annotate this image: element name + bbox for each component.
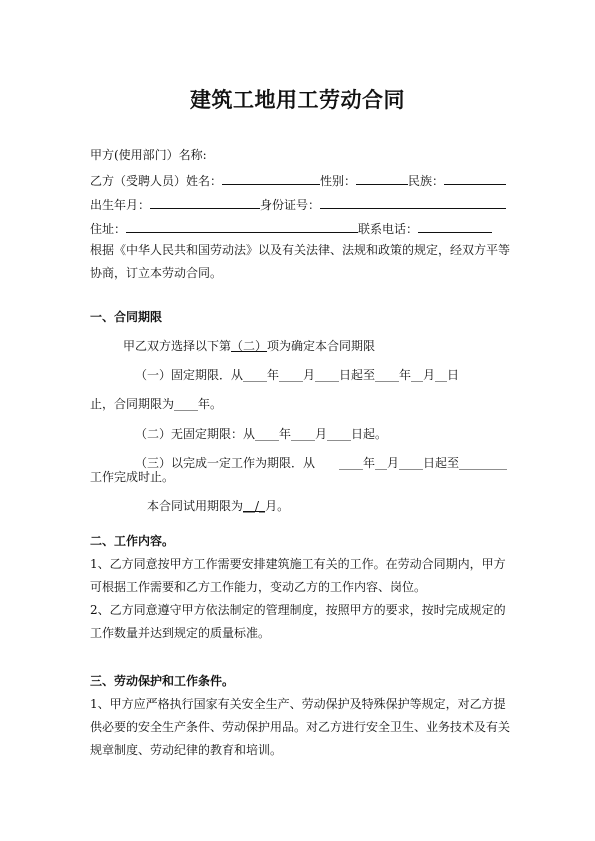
gender-blank [356, 172, 408, 185]
section3-heading: 三、劳动保护和工作条件。 [90, 674, 235, 688]
party-b-name-label: 乙方（受聘人员）姓名： [90, 174, 223, 188]
birth-id-line [90, 196, 506, 212]
section2-line-4: 工作数量并达到规定的质量标准。 [90, 626, 271, 640]
party-a-line: 甲方(使用部门）名称: [90, 148, 207, 162]
phone-blank [418, 220, 492, 233]
term-choice-line [123, 339, 539, 353]
section2-line-3: 2、乙方同意遵守甲方依法制定的管理制度，按照甲方的要求，按时完成规定的 [90, 603, 506, 617]
address-label: 住址： [90, 222, 127, 236]
term-choice-value: （二） [231, 339, 268, 353]
section2-line-1: 1、乙方同意按甲方工作需要安排建筑施工有关的工作。在劳动合同期内，甲方 [90, 557, 506, 571]
fixed-term-line-2: 止，合同期限为____年。 [90, 397, 223, 411]
section3-line-2: 供必要的安全生产条件、劳动保护用品。对乙方进行安全卫生、业务技术及有关 [90, 720, 511, 734]
unfixed-term-line: （二）无固定期限：从____年____月____日起。 [135, 427, 388, 441]
address-phone-line [90, 220, 506, 236]
term-choice-pre: 甲乙双方选择以下第 [123, 339, 232, 353]
ethnicity-blank [444, 172, 506, 185]
section3-line-3: 规章制度、劳动纪律的教育和培训。 [90, 743, 283, 757]
section2-line-2: 可根据工作需要和乙方工作能力，变动乙方的工作内容、岗位。 [90, 580, 427, 594]
probation-post: 月。 [265, 499, 290, 513]
probation-value: __/_ [243, 499, 266, 513]
id-label: 身份证号： [260, 198, 321, 212]
party-b-line [90, 172, 506, 188]
phone-label: 联系电话： [358, 222, 419, 236]
birth-blank [150, 196, 260, 209]
probation-pre: 本合同试用期限为 [147, 499, 244, 513]
birth-label: 出生年月： [90, 198, 151, 212]
document-title: 建筑工地用工劳动合同 [190, 87, 405, 112]
section3-line-1: 1、甲方应严格执行国家有关安全生产、劳动保护及特殊保护等规定，对乙方提 [90, 697, 506, 711]
ethnicity-label: 民族： [408, 174, 445, 188]
gender-label: 性别： [320, 174, 357, 188]
section1-heading: 一、合同期限 [90, 310, 163, 324]
probation-line [147, 499, 563, 513]
term-choice-post: 项为确定本合同期限 [267, 339, 376, 353]
address-blank [126, 220, 358, 233]
section2-heading: 二、工作内容。 [90, 534, 175, 548]
id-blank [320, 196, 506, 209]
intro-line-2: 协商，订立本劳动合同。 [90, 266, 223, 280]
fixed-term-line-1: （一）固定期限．从____年____月____日起至____年__月__日 [135, 368, 460, 382]
intro-line-1: 根据《中华人民共和国劳动法》以及有关法律、法规和政策的规定，经双方平等 [90, 243, 511, 257]
name-blank [222, 172, 320, 185]
task-term-line-1: （三）以完成一定工作为期限．从 ____年__月____日起至________ [135, 456, 508, 470]
task-term-line-2: 工作完成时止。 [90, 470, 175, 484]
